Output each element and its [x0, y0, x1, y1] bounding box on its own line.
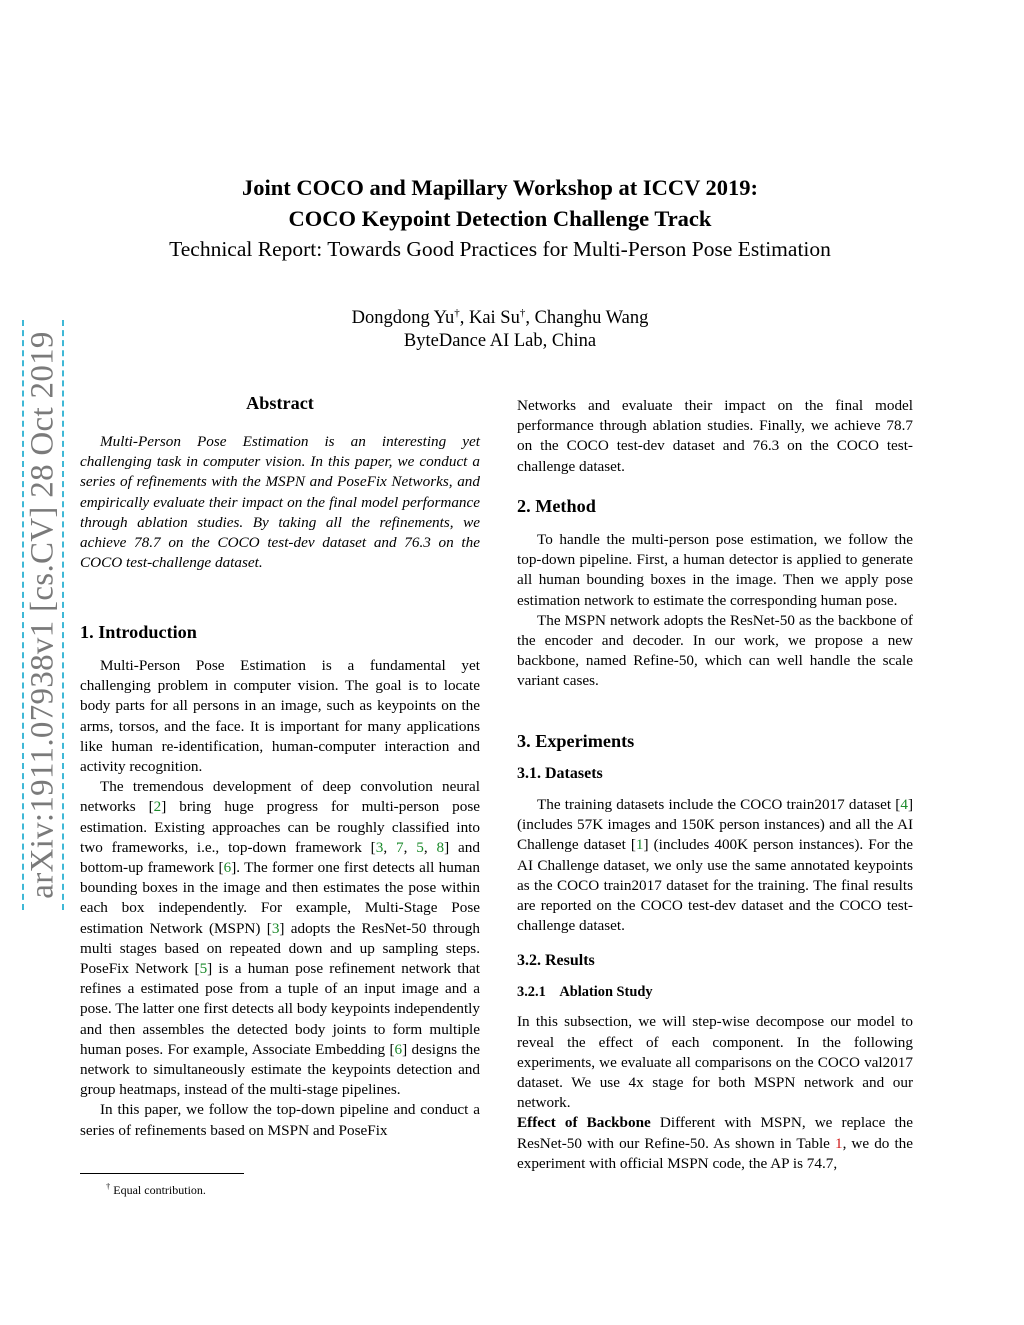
dagger-mark: †: [519, 307, 526, 319]
citation-link[interactable]: 7: [396, 838, 404, 856]
author-3: Changhu Wang: [534, 308, 649, 329]
affiliation: ByteDance AI Lab, China: [403, 331, 597, 352]
citation-link[interactable]: 5: [416, 838, 424, 856]
abstract-heading: Abstract: [246, 393, 314, 413]
author-names: Dongdong Yu†, Kai Su†, Changhu Wang: [351, 307, 649, 329]
dagger-mark: †: [454, 307, 460, 319]
intro-continuation: [517, 396, 913, 477]
title-line-1: Joint COCO and Mapillary Workshop at ICCV 2019:: [241, 175, 759, 200]
footnote-rule: [80, 1173, 244, 1174]
intro-section: [80, 620, 480, 1141]
citation-link[interactable]: 4: [900, 796, 908, 813]
citation-link[interactable]: 5: [199, 960, 208, 978]
authors-block: [0, 302, 1000, 353]
citation-link[interactable]: 2: [153, 798, 162, 816]
ablation-paragraph: In this subsection, we will step-wise decompose our model to reveal the effect of each component. In the following experiments, we evaluate all comparisons on the COCO val2017 dataset. We use 4x stage for both MSPN network and our network.: [517, 1013, 913, 1112]
intro-paragraph-1: Multi-Person Pose Estimation is a fundamental yet challenging problem in computer vision. The goal is to locate body parts for all persons in an image, such as keypoints on the arms, torsos, and the face. It is important for many applications like human re-identification, human-computer interaction and activity recognition.: [80, 657, 480, 776]
footnote-mark: †: [106, 1181, 111, 1191]
intro-paragraph-3: In this paper, we follow the top-down pipeline and conduct a series of refinements based on MSPN and PoseFix: [80, 1101, 480, 1139]
method-heading: 2. Method: [517, 496, 596, 516]
abstract-section: [80, 393, 480, 573]
intro-heading: 1. Introduction: [80, 622, 197, 642]
datasets-heading: 3.1. Datasets: [517, 765, 603, 782]
arxiv-stamp[interactable]: [22, 320, 64, 910]
backbone-label: Effect of Backbone: [517, 1114, 651, 1132]
footnote-text: Equal contribution.: [113, 1183, 206, 1197]
table-ref-link[interactable]: 1: [834, 1134, 843, 1152]
author-2: Kai Su: [468, 308, 520, 329]
citation-link[interactable]: 6: [394, 1040, 403, 1058]
results-heading: 3.2. Results: [517, 952, 595, 970]
intro-paragraph-2: The tremendous development of deep convolution neural networks [2] bring huge progress for multi-person pose estimation. Existing approaches can be roughly classified into two frameworks, i.e., top-down framework [3, 7, 5, 8] and bottom-up framework [6]. The former one first detects all human bounding boxes in the image and then estimates the pose within each box independently. For example, Multi-Stage Pose estimation Network (MSPN) [3] adopts the ResNet-50 through multi stages based on repeated down and up sampling steps. PoseFix Network [5] is a human pose refinement network that refines a estimated pose from a tuple of an input image and a pose. The latter one first detects all body keypoints independently and then assembles the detected body joints to form multiple human poses. For example, Associate Embedding [6] designs the network to simultaneously estimate the keypoints detection and group heatmaps, instead of the multi-stage pipelines.: [80, 778, 481, 1099]
citation-link[interactable]: 6: [223, 859, 232, 877]
title-line-2: COCO Keypoint Detection Challenge Track: [288, 206, 712, 231]
intro-continuation-text: Networks and evaluate their impact on the final model performance through ablation studies. Finally, we achieve 78.7 on the COCO test-dev dataset and 76.3 on the COCO test-challenge dataset.: [517, 397, 913, 475]
subtitle: Technical Report: Towards Good Practices for Multi-Person Pose Estimation: [169, 237, 831, 261]
citation-link[interactable]: 1: [635, 836, 644, 854]
title-block: [0, 172, 1000, 264]
method-paragraph-1: To handle the multi-person pose estimation, we follow the top-down pipeline. First, a human detector is applied to generate all human bounding boxes in the image. Then we apply pose estimation network to estimate the corresponding human pose.: [517, 531, 913, 609]
method-section: [517, 494, 913, 692]
author-1: Dongdong Yu: [351, 308, 455, 329]
abstract-text: Multi-Person Pose Estimation is an interesting yet challenging task in computer vision. In this paper, we conduct a series of refinements with the MSPN and PoseFix Networks, and empirically evaluate their impact on the final model performance through ablation studies. By taking all the refinements, we achieve 78.7 on the COCO test-dev dataset and 76.3 on the COCO test-challenge dataset.: [80, 433, 480, 572]
experiments-heading: 3. Experiments: [517, 731, 635, 751]
citation-link[interactable]: 8: [436, 838, 445, 856]
method-paragraph-2: The MSPN network adopts the ResNet-50 as the backbone of the encoder and decoder. In our work, we propose a new backbone, named Refine-50, which can well handle the scale variant cases.: [517, 611, 913, 690]
arxiv-stamp-text: arXiv:1911.07938v1 [cs.CV] 28 Oct 2019: [24, 331, 61, 899]
experiments-section: [517, 729, 913, 1174]
citation-link[interactable]: 3: [375, 838, 384, 856]
backbone-paragraph: Effect of Backbone Different with MSPN, we replace the ResNet-50 with our Refine-50. As shown in Table 1, we do the experiment with official MSPN code, the AP is 74.7,: [517, 1114, 913, 1172]
ablation-heading: 3.2.1 Ablation Study: [517, 984, 653, 1001]
datasets-paragraph: The training datasets include the COCO train2017 dataset [4] (includes 57K images and 150K person instances) and all the AI Challenge dataset [1] (includes 400K person instances). For the AI Challenge dataset, we only use the same annotated keypoints as the COCO train2017 dataset for the training. The final results are reported on the COCO test-dev dataset and the COCO test-challenge dataset.: [517, 796, 913, 935]
footnote: [106, 1178, 206, 1198]
citation-link[interactable]: 3: [271, 919, 280, 937]
